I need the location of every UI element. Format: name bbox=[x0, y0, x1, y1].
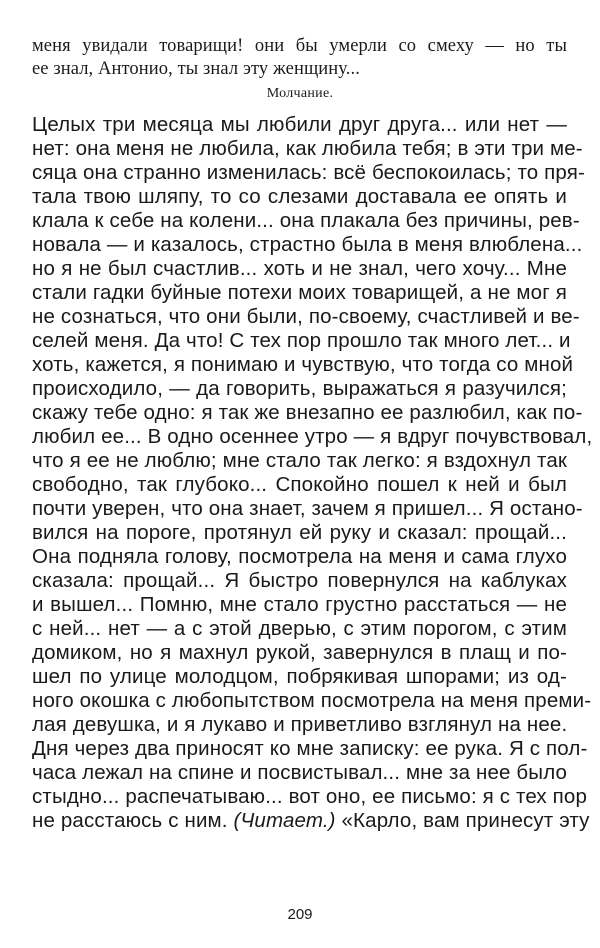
text-line: происходило, — да говорить, выражаться я разучился; bbox=[32, 377, 567, 400]
text-line: Она подняла голову, посмотрела на меня и сама глухо bbox=[32, 545, 567, 568]
text-line: хоть, кажется, я понимаю и чувствую, что тогда со мной bbox=[32, 353, 574, 376]
text-line: сяца она странно изменилась: всё беспокоилась; то пря- bbox=[32, 161, 585, 184]
text-line: нет: она меня не любила, как любила тебя; в эти три ме- bbox=[32, 137, 583, 160]
text-line: домиком, но я махнул рукой, завернулся в плащ и по- bbox=[32, 641, 567, 664]
text-line: меня увидали товарищи! они бы умерли со смеху — но ты bbox=[32, 36, 567, 56]
text-segment: «Карло, вам принесут эту bbox=[335, 809, 590, 832]
text-line: селей меня. Да что! С тех пор прошло так много лет... и bbox=[32, 329, 571, 352]
text-line-with-italic bbox=[32, 809, 590, 833]
text-line: не сознаться, что они были, по-своему, счастливей и ве- bbox=[32, 305, 580, 328]
text-line: ного окошка с любопытством посмотрела на меня преми- bbox=[32, 689, 592, 712]
text-line: шел по улице молодцом, побрякивая шпорами; из од- bbox=[32, 665, 567, 688]
text-line: но я не был счастлив... хоть и не знал, чего хочу... Мне bbox=[32, 257, 567, 280]
text-line: лая девушка, и я лукаво и приветливо взглянул на нее. bbox=[32, 713, 568, 736]
text-line: часа лежал на спине и посвистывал... мне за нее было bbox=[32, 761, 568, 784]
text-line: почти уверен, что она знает, зачем я пришел... Я остано- bbox=[32, 497, 583, 520]
text-line: стали гадки буйные потехи моих товарищей, а не мог я bbox=[32, 281, 567, 304]
text-line: скажу тебе одно: я так же внезапно ее разлюбил, как по- bbox=[32, 401, 583, 424]
text-line: тала твою шляпу, то со слезами доставала ее опять и bbox=[32, 185, 567, 208]
stage-direction: Молчание. bbox=[266, 86, 334, 101]
text-line: Целых три месяца мы любили друг друга... или нет — bbox=[32, 113, 567, 136]
page-number: 209 bbox=[287, 906, 313, 923]
text-line: что я ее не люблю; мне стало так легко: я вздохнул так bbox=[32, 449, 567, 472]
text-line: сказала: прощай... Я быстро повернулся на каблуках bbox=[32, 569, 567, 592]
text-line: любил ее... В одно осеннее утро — я вдруг почувствовал, bbox=[32, 425, 593, 448]
stage-direction-inline: (Читает.) bbox=[233, 809, 336, 832]
text-line: свободно, так глубоко... Спокойно пошел к ней и был bbox=[32, 473, 567, 496]
text-segment: не расстаюсь с ним. bbox=[32, 809, 234, 832]
text-line: стыдно... распечатываю... вот оно, ее письмо: я с тех пор bbox=[32, 785, 588, 808]
text-line: и вышел... Помню, мне стало грустно расстаться — не bbox=[32, 593, 567, 616]
text-line: клала к себе на колени... она плакала без причины, рев- bbox=[32, 209, 580, 232]
text-line: новала — и казалось, страстно была в меня влюблена... bbox=[32, 233, 583, 256]
text-line: вился на пороге, протянул ей руку и сказал: прощай... bbox=[32, 521, 567, 544]
text-line: Дня через два приносят ко мне записку: ее рука. Я с пол- bbox=[32, 737, 588, 760]
text-line: ее знал, Антонио, ты знал эту женщину... bbox=[32, 59, 360, 79]
text-line: с ней... нет — а с этой дверью, с этим порогом, с этим bbox=[32, 617, 567, 640]
